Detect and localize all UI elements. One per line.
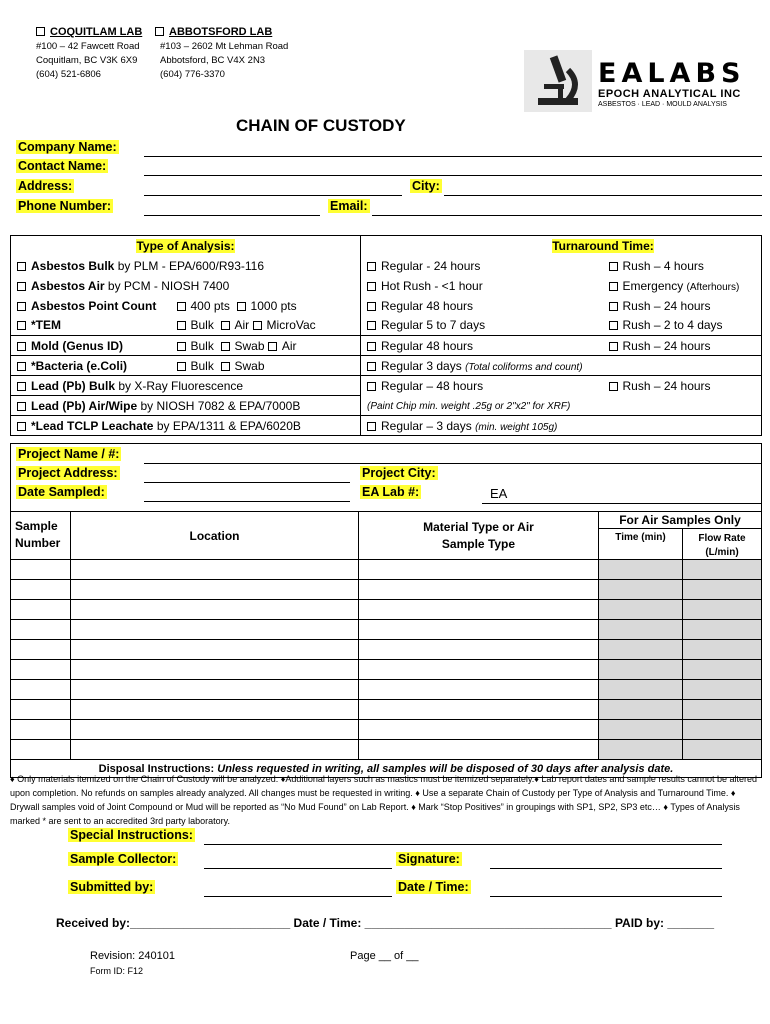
lab-address-1: #100 – 42 Fawcett Road — [36, 41, 140, 52]
project-name-field[interactable] — [144, 463, 762, 464]
signature-field[interactable] — [490, 868, 722, 869]
ea-lab-field[interactable] — [482, 503, 762, 504]
page-number: Page __ of __ — [350, 950, 419, 962]
date-sampled-label: Date Sampled: — [18, 485, 105, 499]
analysis-method: by PLM - EPA/600/R93-116 — [114, 258, 264, 273]
analysis-label: Asbestos Point Count — [31, 298, 157, 313]
option-label: Swab — [234, 338, 265, 353]
analysis-label: *TEM — [31, 318, 61, 333]
option-label: Air — [234, 318, 250, 333]
analysis-method: by NIOSH 7082 & EPA/7000B — [137, 398, 301, 413]
revision: Revision: 240101 — [90, 950, 176, 962]
lead-air-wipe-checkbox[interactable] — [17, 402, 26, 411]
company-name-label: Company Name: — [18, 140, 117, 154]
option-checkbox[interactable] — [221, 362, 230, 371]
logo-company: EPOCH ANALYTICAL INC — [598, 88, 741, 100]
tat-label: Regular 5 to 7 days — [381, 318, 486, 333]
tat-label: Rush – 24 hours — [622, 298, 711, 313]
samples-table — [10, 511, 762, 778]
lead-tclp-checkbox[interactable] — [17, 422, 26, 431]
sample-row[interactable] — [11, 720, 762, 740]
sample-number-header: Sample Number — [11, 512, 71, 560]
turnaround-time-header: Turnaround Time: — [552, 238, 654, 253]
flow-rate-header: Flow Rate (L/min) — [698, 533, 746, 558]
tat-checkbox[interactable] — [367, 342, 376, 351]
lab-name: ABBOTSFORD LAB — [169, 26, 273, 38]
tat-note: (Total coliforms and count) — [465, 361, 583, 373]
submitted-by-label: Submitted by: — [70, 880, 154, 894]
address-field[interactable] — [144, 195, 402, 196]
sample-row[interactable] — [11, 660, 762, 680]
tat-checkbox[interactable] — [609, 342, 618, 351]
analysis-label: Mold (Genus ID) — [31, 338, 123, 353]
project-city-label: Project City: — [362, 466, 436, 480]
option-label: Swab — [234, 358, 265, 373]
signature-label: Signature: — [398, 852, 460, 866]
sample-row[interactable] — [11, 620, 762, 640]
lab-phone: (604) 521-6806 — [36, 69, 101, 80]
logo-tagline: ASBESTOS · LEAD · MOULD ANALYSIS — [598, 101, 727, 108]
tat-label: Rush – 4 hours — [622, 258, 704, 273]
mold-checkbox[interactable] — [17, 342, 26, 351]
option-checkbox[interactable] — [253, 321, 262, 330]
ea-lab-label: EA Lab #: — [362, 485, 420, 499]
lab-abbotsford-checkbox[interactable] — [155, 27, 164, 36]
air-samples-header-cell — [599, 512, 762, 560]
phone-field[interactable] — [144, 215, 320, 216]
submitted-by-field[interactable] — [204, 896, 392, 897]
tat-note: (Paint Chip min. weight .25g or 2"x2" for XRF) — [367, 401, 571, 413]
analysis-method: by EPA/1311 & EPA/6020B — [153, 418, 301, 433]
tat-note: (min. weight 105g) — [475, 421, 558, 433]
tat-label: Regular 48 hours — [381, 338, 474, 353]
option-checkbox[interactable] — [268, 342, 277, 351]
tat-checkbox[interactable] — [367, 302, 376, 311]
disposal-text: Unless requested in writing, all samples will be disposed of 30 days after analysis date. — [214, 762, 674, 775]
project-address-field[interactable] — [144, 482, 350, 483]
project-name-label: Project Name / #: — [18, 447, 120, 461]
analysis-method: by PCM - NIOSH 7400 — [104, 278, 230, 293]
tat-label: Regular – 3 days — [381, 418, 472, 433]
analysis-label: Asbestos Air — [31, 278, 105, 293]
special-instructions-field[interactable] — [204, 844, 722, 845]
page-title: CHAIN OF CUSTODY — [236, 116, 406, 135]
analysis-label: Lead (Pb) Air/Wipe — [31, 398, 138, 413]
tat-checkbox[interactable] — [609, 321, 618, 330]
option-label: 1000 pts — [250, 298, 297, 313]
project-address-label: Project Address: — [18, 466, 118, 480]
tat-header-cell — [361, 236, 762, 256]
tat-checkbox[interactable] — [367, 321, 376, 330]
analysis-label: *Lead TCLP Leachate — [31, 418, 154, 433]
tat-label: Hot Rush - <1 hour — [381, 278, 483, 293]
option-checkbox[interactable] — [221, 342, 230, 351]
date-time-label: Date / Time: — [398, 880, 469, 894]
tat-checkbox[interactable] — [367, 382, 376, 391]
tat-label: Rush – 2 to 4 days — [622, 318, 723, 333]
date-sampled-field[interactable] — [144, 501, 350, 502]
option-label: Bulk — [190, 338, 214, 353]
air-samples-header: For Air Samples Only — [599, 512, 761, 529]
lab-coquitlam-checkbox[interactable] — [36, 27, 45, 36]
tat-label: Emergency — [622, 278, 684, 293]
lab-phone: (604) 776-3370 — [160, 69, 225, 80]
option-label: Bulk — [190, 318, 214, 333]
option-checkbox[interactable] — [177, 321, 186, 330]
city-label: City: — [412, 179, 440, 193]
analysis-label: Lead (Pb) Bulk — [31, 378, 116, 393]
option-label: MicroVac — [266, 318, 316, 333]
tat-label: Regular 48 hours — [381, 298, 474, 313]
lab-abbotsford — [160, 26, 288, 82]
type-header-cell — [11, 236, 361, 256]
email-field[interactable] — [372, 215, 762, 216]
sample-row[interactable] — [11, 700, 762, 720]
tat-checkbox[interactable] — [609, 302, 618, 311]
tat-label: Rush – 24 hours — [622, 378, 711, 393]
tat-checkbox[interactable] — [367, 422, 376, 431]
location-header: Location — [71, 512, 359, 560]
contact-name-label: Contact Name: — [18, 159, 107, 173]
city-field[interactable] — [444, 195, 762, 196]
point-count-checkbox[interactable] — [17, 302, 26, 311]
analysis-method: by X-Ray Fluorescence — [115, 378, 244, 393]
asbestos-bulk-checkbox[interactable] — [17, 262, 26, 271]
tat-label: Regular 3 days — [381, 358, 462, 373]
ea-lab-value[interactable]: EA — [490, 486, 508, 501]
email-label: Email: — [330, 199, 368, 213]
bacteria-checkbox[interactable] — [17, 362, 26, 371]
company-logo — [524, 50, 744, 112]
tem-checkbox[interactable] — [17, 321, 26, 330]
asbestos-air-checkbox[interactable] — [17, 282, 26, 291]
tat-note: (Afterhours) — [686, 281, 740, 293]
option-checkbox[interactable] — [177, 302, 186, 311]
address-label: Address: — [18, 179, 73, 193]
analysis-label: *Bacteria (e.Coli) — [31, 358, 128, 373]
type-of-analysis-header: Type of Analysis: — [136, 238, 235, 253]
sample-collector-field[interactable] — [204, 868, 392, 869]
microscope-icon — [524, 50, 592, 112]
tat-label: Regular – 48 hours — [381, 378, 484, 393]
tat-checkbox[interactable] — [609, 262, 618, 271]
lab-name: COQUITLAM LAB — [50, 26, 143, 38]
analysis-label: Asbestos Bulk — [31, 258, 115, 273]
contact-name-field[interactable] — [144, 175, 762, 176]
sample-row[interactable] — [11, 680, 762, 700]
option-label: 400 pts — [190, 298, 230, 313]
option-label: Bulk — [190, 358, 214, 373]
tat-label: Rush – 24 hours — [622, 338, 711, 353]
sample-row[interactable] — [11, 740, 762, 760]
tat-checkbox[interactable] — [367, 282, 376, 291]
lead-bulk-checkbox[interactable] — [17, 382, 26, 391]
analysis-table — [10, 235, 762, 436]
tat-checkbox[interactable] — [367, 262, 376, 271]
disposal-label: Disposal Instructions: — [98, 762, 215, 775]
tat-checkbox[interactable] — [367, 362, 376, 371]
tat-checkbox[interactable] — [609, 382, 618, 391]
terms-notes: ♦ Only materials itemized on the Chain of Custody will be analyzed. ♦Additional layers such as mastics must be itemized separately.♦ Lab report dates and sample results cannot be altered upon completion. No refunds on samples already analyzed. All changes must be requested in writing. ♦ Use a separate Chain of Custody per Type of Analysis and Turnaround Time. ♦ Drywall samples void of Joint Compound or Mud will be reported as “No Mud Found” on Lab Report. ♦ Mark “Stop Positives” in groupings with SP1, SP2, SP3 etc… ♦ Types of Analysis marked * are sent to an accredited 3rd party laboratory. — [10, 774, 757, 826]
sample-row[interactable] — [11, 580, 762, 600]
sample-row[interactable] — [11, 560, 762, 580]
option-checkbox[interactable] — [177, 342, 186, 351]
lab-address-1: #103 – 2602 Mt Lehman Road — [160, 41, 289, 52]
material-type-header: Material Type or Air Sample Type — [359, 512, 599, 560]
date-time-field[interactable] — [490, 896, 722, 897]
option-checkbox[interactable] — [221, 321, 230, 330]
special-instructions-label: Special Instructions: — [70, 828, 193, 842]
lab-address-2: Coquitlam, BC V3K 6X9 — [36, 55, 138, 66]
logo-brand: EALABS — [598, 58, 746, 89]
received-by-line[interactable]: Received by:________________________ Date / Time: _____________________________________ PAID by: _______ — [56, 916, 715, 930]
option-checkbox[interactable] — [177, 362, 186, 371]
tat-checkbox[interactable] — [609, 282, 618, 291]
sample-row[interactable] — [11, 640, 762, 660]
form-id: Form ID: F12 — [90, 966, 144, 976]
company-name-field[interactable] — [144, 156, 762, 157]
tat-label: Regular - 24 hours — [381, 258, 481, 273]
option-checkbox[interactable] — [237, 302, 246, 311]
sample-row[interactable] — [11, 600, 762, 620]
option-label: Air — [281, 338, 297, 353]
phone-label: Phone Number: — [18, 199, 112, 213]
sample-collector-label: Sample Collector: — [70, 852, 177, 866]
time-header: Time (min) — [599, 529, 683, 559]
lab-address-2: Abbotsford, BC V4X 2N3 — [160, 55, 266, 66]
lab-coquitlam — [36, 26, 142, 82]
